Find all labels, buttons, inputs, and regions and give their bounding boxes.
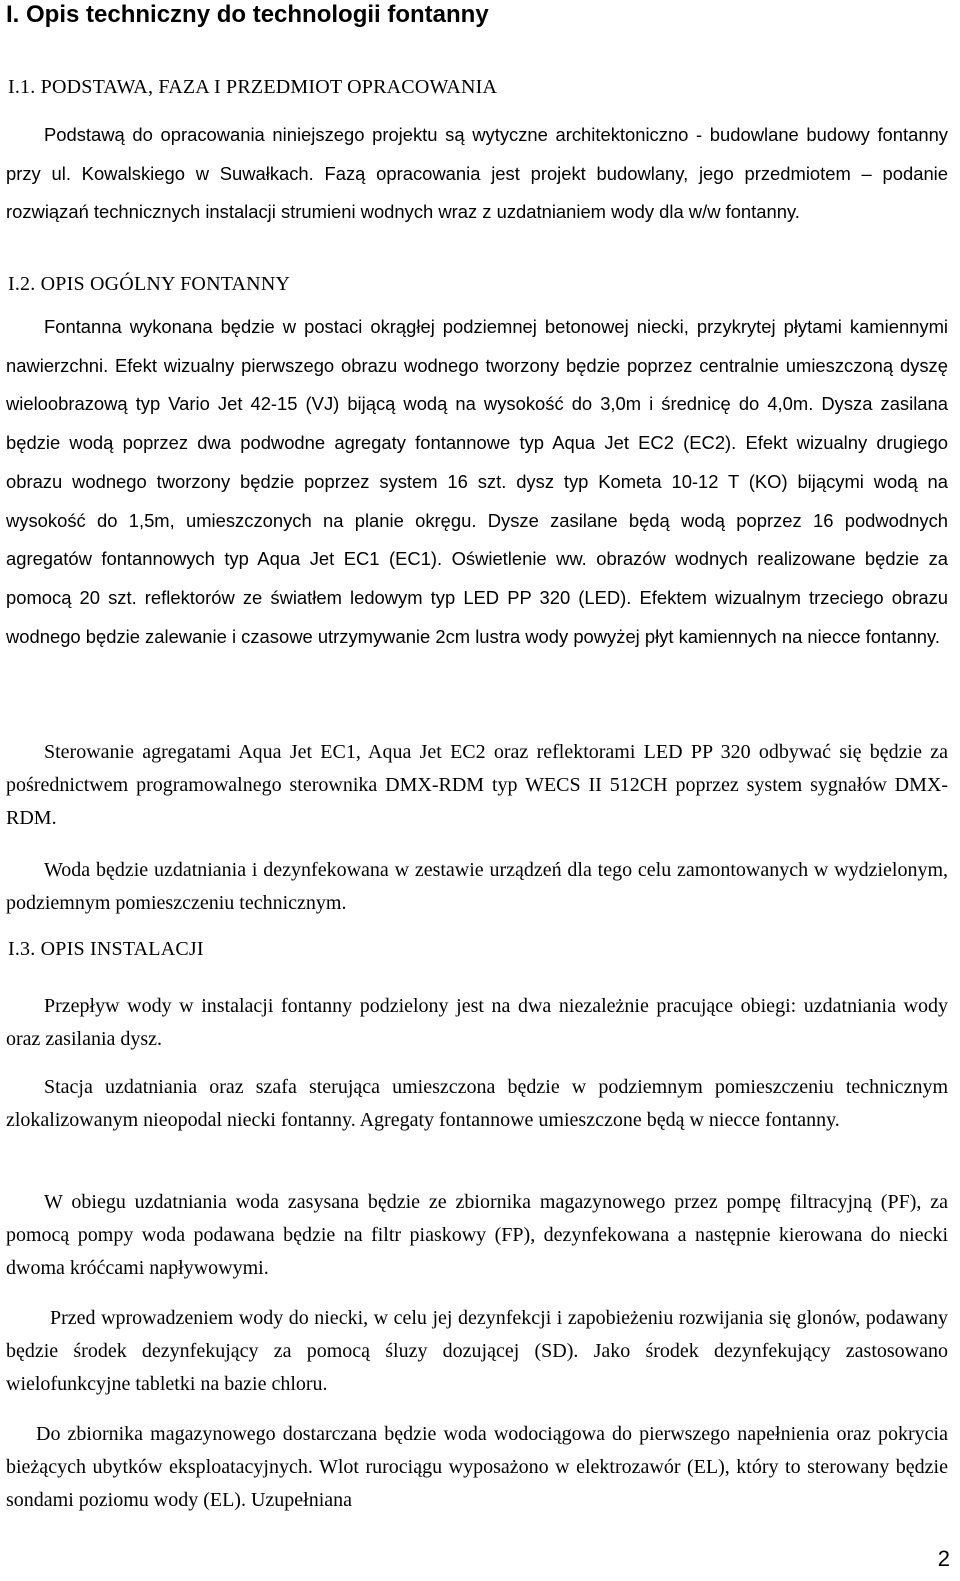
paragraph-obieg: W obiegu uzdatniania woda zasysana będzie ze zbiornika magazynowego przez pompę filtracyjną (PF), za pomocą pompy woda podawana będzie na filtr piaskowy (FP), dezynfekowana a następnie kierowana do niecki dwoma króćcami napływowymi. [6, 1191, 948, 1279]
paragraph-opis-ogolny: Fontanna wykonana będzie w postaci okrągłej podziemnej betonowej niecki, przykrytej płytami kamiennymi nawierzchni. Efekt wizualny pierwszego obrazu wodnego tworzony będzie poprzez centralnie umieszczoną dyszę wieloobrazową typ Vario Jet 42-15 (VJ) bijącą wodą na wysokość do 3,0m i średnicę do 4,0m. Dysza zasilana będzie wodą poprzez dwa podwodne agregaty fontannowe typ Aqua Jet EC2 (EC2). Efekt wizualny drugiego obrazu wodnego tworzony będzie poprzez system 16 szt. dysz typ Kometa 10-12 T (KO) bijącymi wodą na wysokość do 1,5m, umieszczonych na planie okręgu. Dysze zasilane będą wodą poprzez 16 podwodnych agregatów fontannowych typ Aqua Jet EC1 (EC1). Oświetlenie ww. obrazów wodnych realizowane będzie za pomocą 20 szt. reflektorów ze światłem ledowym typ LED PP 320 (LED). Efektem wizualnym trzeciego obrazu wodnego będzie zalewanie i czasowe utrzymywanie 2cm lustra wody powyżej płyt kamiennych na niecce fontanny. [6, 316, 948, 647]
paragraph-dezynfekcja: Przed wprowadzeniem wody do niecki, w celu jej dezynfekcji i zapobieżeniu rozwijania się glonów, podawany będzie środek dezynfekujący za pomocą śluzy dozującej (SD). Jako środek dezynfekujący zastosowano wielofunkcyjne tabletki na bazie chloru. [6, 1307, 948, 1395]
section-heading-1-3: I.3. OPIS INSTALACJI [8, 938, 204, 960]
chapter-title: I. Opis techniczny do technologii fontanny [6, 1, 489, 28]
section-heading-1-1: I.1. PODSTAWA, FAZA I PRZEDMIOT OPRACOWANIA [8, 76, 498, 98]
paragraph-uzdatnianie: Woda będzie uzdatniania i dezynfekowana w zestawie urządzeń dla tego celu zamontowanych w wydzielonym, podziemnym pomieszczeniu technicznym. [6, 859, 948, 914]
paragraph-stacja: Stacja uzdatniania oraz szafa sterująca umieszczona będzie w podziemnym pomieszczeniu technicznym zlokalizowanym nieopodal niecki fontanny. Agregaty fontannowe umieszczone będą w niecce fontanny. [6, 1076, 948, 1131]
page-number: 2 [937, 1546, 950, 1571]
paragraph-zbiornik: Do zbiornika magazynowego dostarczana będzie woda wodociągowa do pierwszego napełnienia oraz pokrycia bieżących ubytków eksploatacyjnych. Wlot rurociągu wyposażono w elektrozawór (EL), który to sterowany będzie sondami poziomu wody (EL). Uzupełniana [6, 1423, 948, 1511]
paragraph-przeplyw: Przepływ wody w instalacji fontanny podzielony jest na dwa niezależnie pracujące obiegi: uzdatniania wody oraz zasilania dysz. [6, 995, 948, 1050]
paragraph-sterowanie: Sterowanie agregatami Aqua Jet EC1, Aqua Jet EC2 oraz reflektorami LED PP 320 odbywać się będzie za pośrednictwem programowalnego sterownika DMX-RDM typ WECS II 512CH poprzez system sygnałów DMX-RDM. [6, 741, 948, 829]
section-heading-1-2: I.2. OPIS OGÓLNY FONTANNY [8, 273, 291, 295]
paragraph-podstawa: Podstawą do opracowania niniejszego projektu są wytyczne architektoniczno - budowlane budowy fontanny przy ul. Kowalskiego w Suwałkach. Fazą opracowania jest projekt budowlany, jego przedmiotem – podanie rozwiązań technicznych instalacji strumieni wodnych wraz z uzdatnianiem wody dla w/w fontanny. [6, 124, 948, 223]
